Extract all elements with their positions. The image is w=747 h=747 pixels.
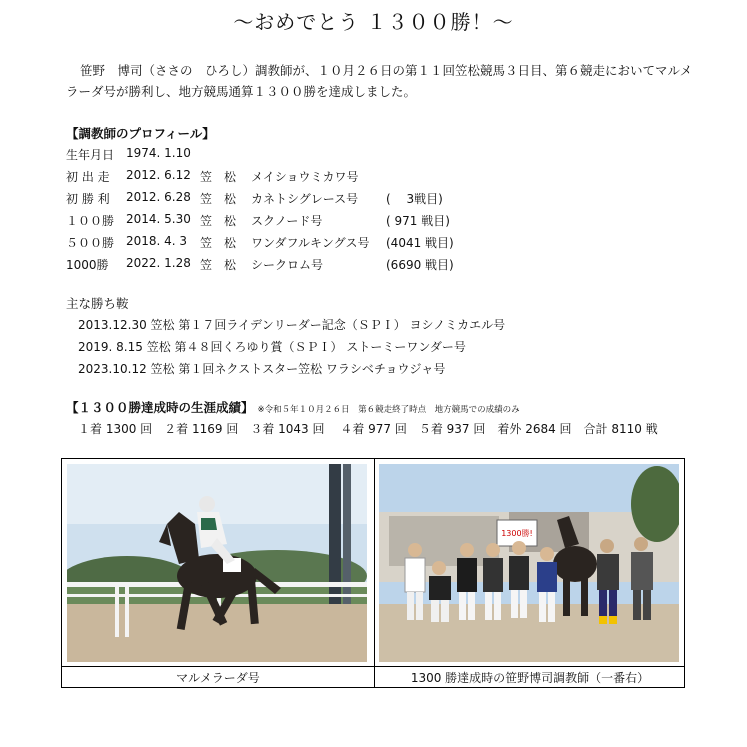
celebration-illustration [379,464,679,662]
profile-label: 初 出 走 [66,170,110,184]
major-wins-heading: 主な勝ち鞍 [66,296,129,311]
major-win-row: 2013.12.30 笠松 第１７回ライデンリーダー記念（ＳＰＩ） ヨシノミカエル号 [78,318,506,332]
profile-place: 笠 松 [200,236,237,250]
profile-place: 笠 松 [200,214,237,228]
profile-date: 2012. 6.12 [126,168,191,182]
profile-horse: メイショウミカワ号 [251,170,359,184]
profile-note: (4041 戦目) [386,236,454,250]
profile-label: 生年月日 [66,148,115,162]
sign-text: 1300勝! [501,529,533,538]
divider [62,666,684,667]
profile-horse: シークロム号 [251,258,324,272]
photo-table [61,458,685,688]
group-photo [379,464,679,662]
profile-horse: カネトシグレース号 [251,192,359,206]
career-heading [66,398,520,416]
profile-place: 笠 松 [200,258,237,272]
horse-race-illustration [67,464,367,662]
divider [374,459,375,687]
profile-heading: 【調教師のプロフィール】 [66,126,215,141]
profile-date: 1974. 1.10 [126,146,191,160]
career-stats: １着 1300 回 ２着 1169 回 ３着 1043 回 ４着 977 回 ５着 937 回 着外 2684 回 合計 8110 戦 [78,422,658,436]
profile-horse: ワンダフルキングス号 [251,236,370,250]
career-note: ※令和５年１０月２６日 第６競走終了時点 地方競馬での成績のみ [257,405,520,415]
left-photo-caption: マルメラーダ号 [176,671,260,685]
profile-label: 1000勝 [66,258,109,272]
horse-photo [67,464,367,662]
profile-date: 2014. 5.30 [126,212,191,226]
intro-paragraph: 笹野 博司（ささの ひろし）調教師が、１０月２６日の第１１回笠松競馬３日目、第６競走においてマルメラーダ号が勝利し、地方競馬通算１３００勝を達成しました。 [66,63,693,99]
profile-note: ( 3戦目) [386,192,443,206]
right-photo-caption: 1300 勝達成時の笹野博司調教師（一番右） [410,671,650,685]
profile-note: ( 971 戦目) [386,214,450,228]
major-win-row: 2019. 8.15 笠松 第４８回くろゆり賞（ＳＰＩ） ストーミーワンダー号 [78,340,466,354]
profile-place: 笠 松 [200,192,237,206]
profile-date: 2018. 4. 3 [126,234,188,248]
profile-label: ５００勝 [66,236,115,250]
career-heading-text: 【１３００勝達成時の生涯成績】 [66,400,254,415]
major-win-row: 2023.10.12 笠松 第１回ネクストスター笠松 ワラシベチョウジャ号 [78,362,446,376]
page-title: ～おめでとう １３００勝！～ [233,10,514,34]
profile-place: 笠 松 [200,170,237,184]
profile-label: 初 勝 利 [66,192,110,206]
profile-date: 2022. 1.28 [126,256,191,270]
profile-label: １００勝 [66,214,115,228]
profile-horse: スクノード号 [251,214,323,228]
profile-note: (6690 戦目) [386,258,454,272]
profile-date: 2012. 6.28 [126,190,191,204]
